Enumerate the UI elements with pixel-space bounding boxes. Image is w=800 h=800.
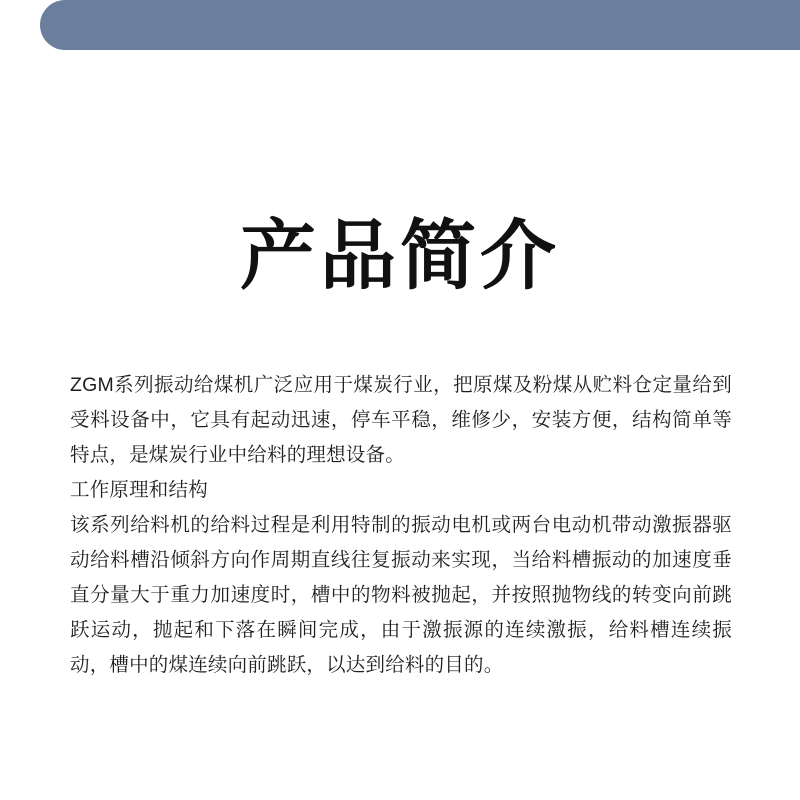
top-banner-decoration <box>40 0 800 50</box>
banner-fill <box>40 0 800 50</box>
section-heading: 工作原理和结构 <box>70 479 208 501</box>
page-title-container <box>0 215 800 299</box>
intro-paragraph: ZGM系列振动给煤机广泛应用于煤炭行业，把原煤及粉煤从贮料仓定量给到受料设备中，它具有起动迅速，停车平稳，维修少，安装方便，结构简单等特点，是煤炭行业中给料的理想设备。 <box>70 374 732 466</box>
body-content <box>70 368 732 683</box>
page-title: 产品简介 <box>240 214 560 299</box>
principle-paragraph: 该系列给料机的给料过程是利用特制的振动电机或两台电动机带动激振器驱动给料槽沿倾斜方向作周期直线往复振动来实现，当给料槽振动的加速度垂直分量大于重力加速度时，槽中的物料被抛起，并按照抛物线的转变向前跳跃运动，抛起和下落在瞬间完成，由于激振源的连续激振，给料槽连续振动，槽中的煤连续向前跳跃，以达到给料的目的。 <box>70 514 732 676</box>
